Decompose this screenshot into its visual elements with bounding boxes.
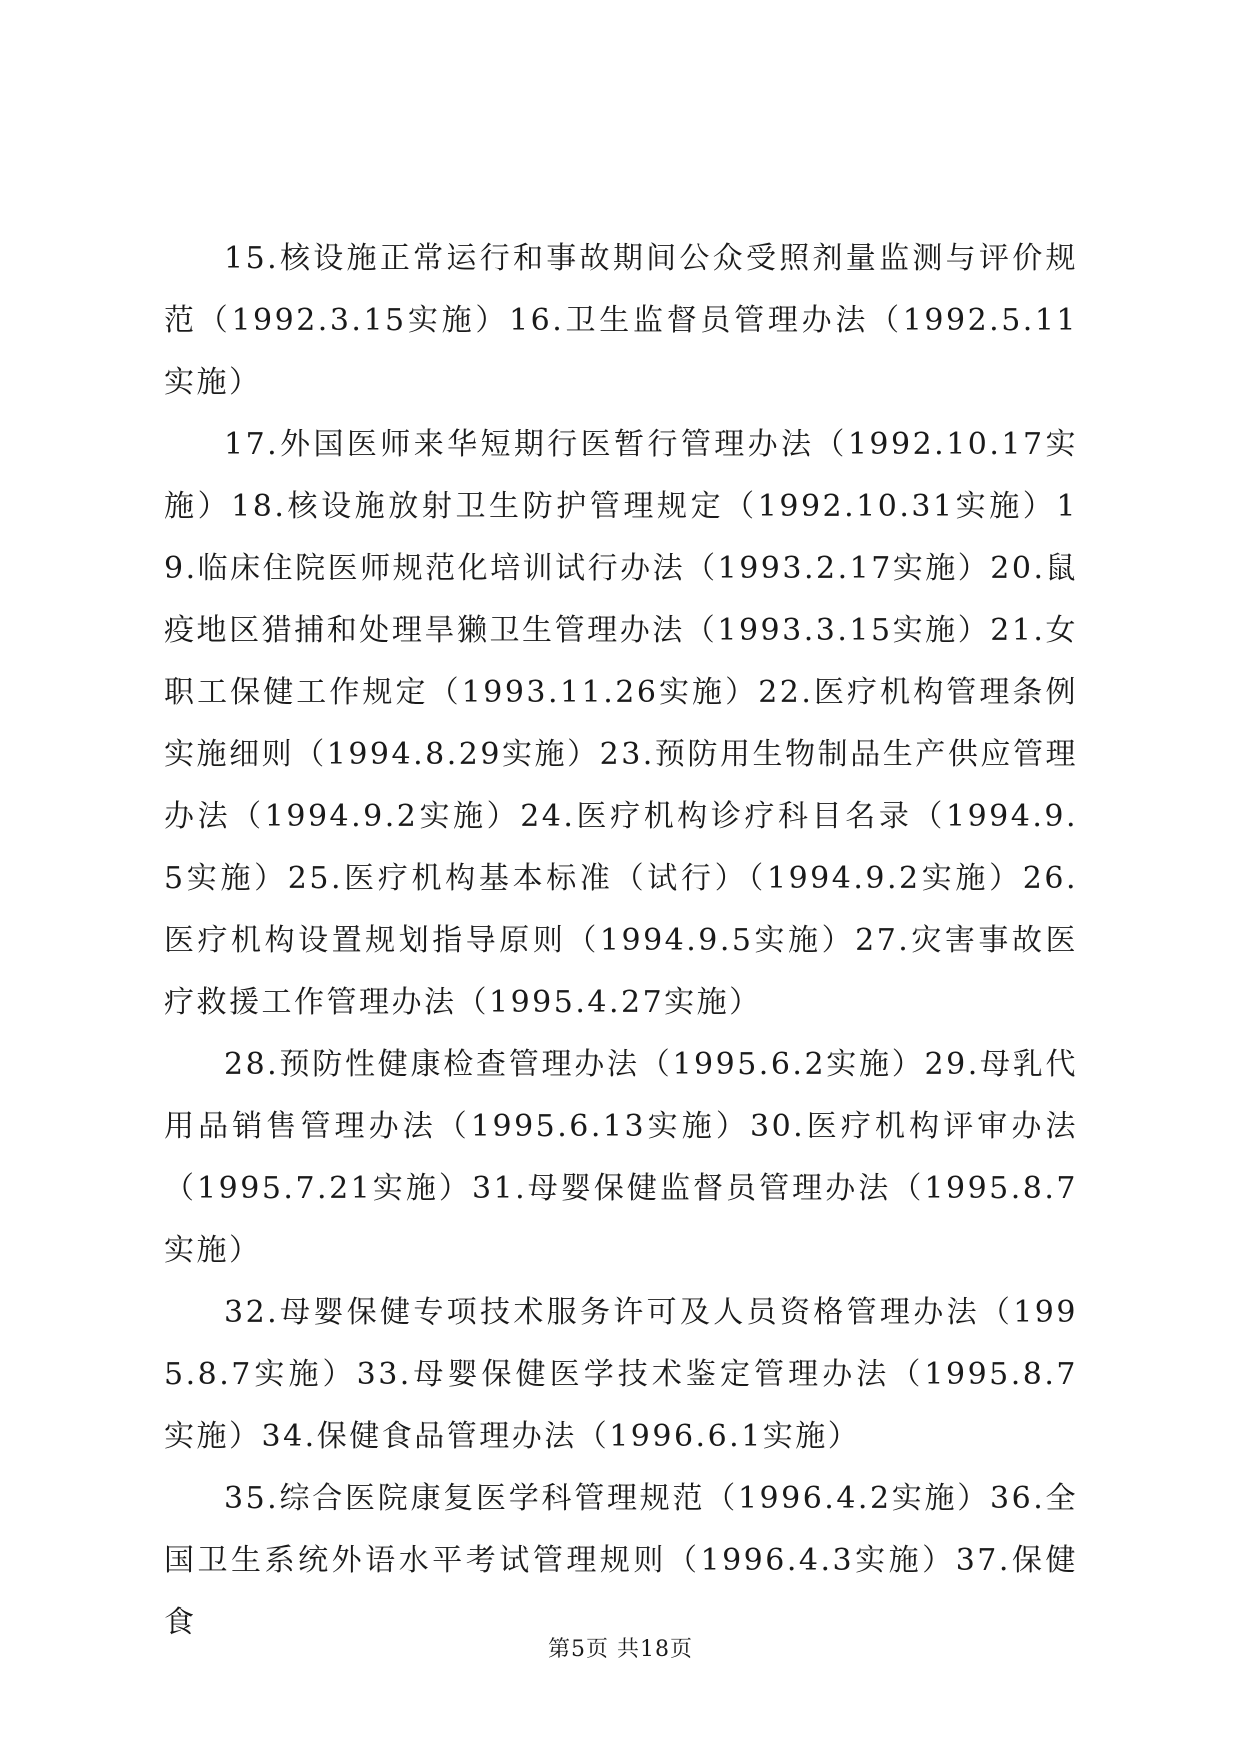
paragraph-regulations-35-37: 35.综合医院康复医学科管理规范（1996.4.2实施）36.全国卫生系统外语水平考试管理规则（1996.4.3实施）37.保健食	[164, 1481, 1078, 1640]
paragraph-regulations-28-31: 28.预防性健康检查管理办法（1995.6.2实施）29.母乳代用品销售管理办法（1995.6.13实施）30.医疗机构评审办法（1995.7.21实施）31.母婴保健监督员管理办法（1995.8.7实施）	[164, 1047, 1078, 1268]
paragraph-regulations-17-27: 17.外国医师来华短期行医暂行管理办法（1992.10.17实施）18.核设施放射卫生防护管理规定（1992.10.31实施）19.临床住院医师规范化培训试行办法（1993.2.17实施）20.鼠疫地区猎捕和处理旱獭卫生管理办法（1993.3.15实施）21.女职工保健工作规定（1993.11.26实施）22.医疗机构管理条例实施细则（1994.8.29实施）23.预防用生物制品生产供应管理办法（1994.9.2实施）24.医疗机构诊疗科目名录（1994.9.5实施）25.医疗机构基本标准（试行）（1994.9.2实施）26.医疗机构设置规划指导原则（1994.9.5实施）27.灾害事故医疗救援工作管理办法（1995.4.27实施）	[164, 427, 1079, 1020]
page-footer	[0, 1632, 1241, 1663]
paragraph-regulations-15-16: 15.核设施正常运行和事故期间公众受照剂量监测与评价规范（1992.3.15实施）16.卫生监督员管理办法（1992.5.11实施）	[164, 241, 1078, 400]
page-number-indicator: 第5页 共18页	[548, 1637, 693, 1662]
document-body	[164, 228, 1078, 1654]
paragraph-regulations-32-34: 32.母婴保健专项技术服务许可及人员资格管理办法（1995.8.7实施）33.母婴保健医学技术鉴定管理办法（1995.8.7实施）34.保健食品管理办法（1996.6.1实施）	[164, 1295, 1078, 1454]
